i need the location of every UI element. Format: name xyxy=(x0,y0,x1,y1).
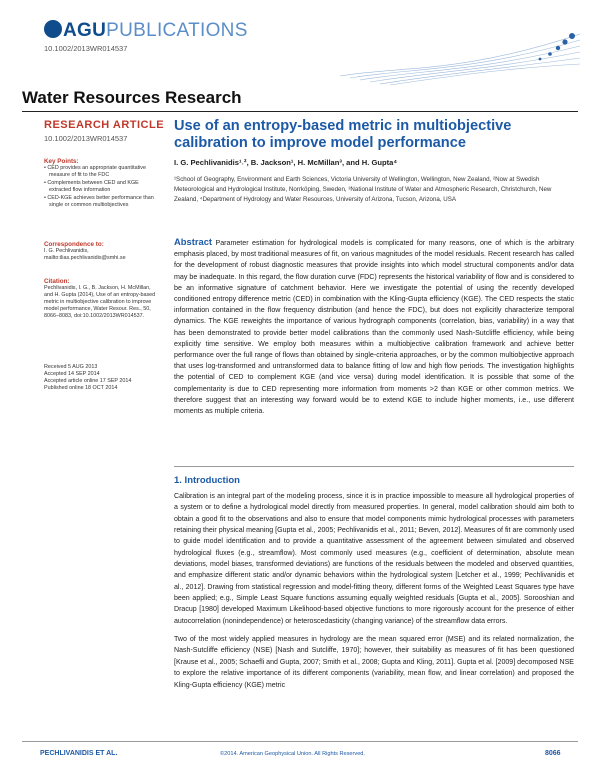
date-accepted-online: Accepted article online 17 SEP 2014 xyxy=(44,378,132,384)
correspondence-heading: Correspondence to: xyxy=(44,241,104,248)
header-divider xyxy=(22,111,578,112)
logo-publications: PUBLICATIONS xyxy=(106,20,248,41)
key-point: • CED provides an appropriate quantitative measure of fit to the FDC xyxy=(44,165,146,178)
section-divider xyxy=(174,466,574,467)
abstract-label: Abstract xyxy=(174,236,213,247)
date-accepted: Accepted 14 SEP 2014 xyxy=(44,371,100,377)
section-heading-introduction: 1. Introduction xyxy=(174,475,240,486)
article-doi[interactable]: 10.1002/2013WR014537 xyxy=(44,134,128,143)
agu-publications-logo[interactable] xyxy=(44,20,248,42)
paragraph: Calibration is an integral part of the modeling process, since it is in practice impossible to measure all hydrological properties of a system or to define a hydrological model directly from measured properties. In general, model calibration should aim both to obtain a good fit to the observations and also to ensure that model components mimic hydrological processes with parameters retaining their physical meaning [Gupta et al., 2005; Pechlivanidis et al., 2011; Beven, 2012]. Measures of fit are commonly used to guide model identification and to provide a quantitative assessment of the agreement between simulated and observed hydrological fluxes (e.g., streamflow). Most commonly used measures (e.g., coefficient of determination, absolute mean deviations, model biases, transformed deviations) are functions of the residuals between the modeled and observed quantities, and emphasize different static and/or dynamic behaviors within the hydrological system [Letcher et al., 1999; Pechlivanidis et al., 2012]. Drawing from statistical regression and model-fitting theory, different forms of the Weighted Least Squares type have been applied; e.g., Simple Least Square functions assuming equally weighted residuals [Gupta et al., 2005]. Sorooshian and Dracup [1980] developed Maximum Likelihood-based objective functions to more rigorously account for the presence of either autocorrelation (nonindependence) or heteroscedasticity (changing variance) of the streamflow data errors. xyxy=(174,493,574,625)
date-received: Received 5 AUG 2013 xyxy=(44,364,98,370)
page-number: 8066 xyxy=(545,750,561,757)
citation-text: Pechlivanidis, I. G., B. Jackson, H. McMillan, and H. Gupta (2014), Use of an entropy-based metric in multiobjective calibration to improve model performance, Water Resour. Res., 50, 8066–8083, doi:10.1002/2013WR014537. xyxy=(44,285,156,319)
footer-divider xyxy=(22,741,578,742)
logo-agu: AGU xyxy=(63,20,107,41)
journal-name[interactable]: Water Resources Research xyxy=(22,88,242,107)
key-points-list xyxy=(44,165,159,209)
footer-authors: PECHLIVANIDIS ET AL. xyxy=(40,750,118,757)
introduction-body xyxy=(174,491,574,698)
paragraph: Two of the most widely applied measures in hydrology are the mean squared error (MSE) and its related normalization, the Nash-Sutcliffe efficiency (NSE) [Nash and Sutcliffe, 1970]; however, their suitability as measures of fit has been questioned [Krause et al., 2005; Schaefli and Gupta, 2007; Smith et al., 2008; Gupta and Kling, 2011]. Gupta et al. [2009] decomposed NSE to explore the relative importance of its different components (variability, mean flow, and linear correlation) and proposed the Kling-Gupta efficiency (KGE) metric xyxy=(174,636,574,689)
header-doi: 10.1002/2013WR014537 xyxy=(44,44,128,53)
abstract xyxy=(174,236,574,417)
article-dates xyxy=(44,364,159,392)
correspondence xyxy=(44,241,159,262)
article-type: RESEARCH ARTICLE xyxy=(44,119,165,131)
date-published: Published online 18 OCT 2014 xyxy=(44,385,118,391)
key-points xyxy=(44,158,159,210)
correspondence-name: I. G. Pechlivanidis, xyxy=(44,248,89,254)
decorative-wave-graphic xyxy=(340,26,580,86)
key-points-heading: Key Points: xyxy=(44,158,79,165)
citation xyxy=(44,278,159,320)
affiliations: ¹School of Geography, Environment and Earth Sciences, Victoria University of Wellington, Wellington, New Zealand, ²Now at Swedish Meteorological and Hydrological Institute, Norrköping, Sweden, ³National Institute of Water and Atmospheric Research, Christchurch, New Zealand, ⁴Department of Hydrology and Water Resources, University of Arizona, Tucson, Arizona, USA xyxy=(174,176,552,203)
footer-copyright: ©2014. American Geophysical Union. All Rights Reserved. xyxy=(220,751,365,757)
abstract-text: Parameter estimation for hydrological models is complicated for many reasons, one of which is the arbitrary emphasis placed, by most traditional measures of fit, on various magnitudes of the model residuals. Recent research has called for the development of robust diagnostic measures that provide insights into which model structural components and/or data may be inadequate. In this regard, the flow duration curve (FDC) represents the historical variability of flow and is considered to be an informative signature of catchment behavior. Here we investigate the potential of using the recently developed conditioned entropy difference metric (CED) in combination with the Kling-Gupta efficiency (KGE). The CED respects the static information contained in the flow frequency distribution (and hence the FDC), but does not explicitly characterize temporal dynamics. The KGE reweights the importance of various hydrograph components (correlation, bias, variability) in a way that has been demonstrated to provide better model calibrations than the commonly used Nash-Sutcliffe efficiency, while being explicitly time sensitive. We employ both measures within a multiobjective calibration framework and achieve better performance over the full range of flows than obtained by single-criteria approaches, or by the common multiobjective approach that uses log-transformed and untransformed data to balance fitting of low and high flow periods. The investigation highlights the potential of CED to complement KGE (and vice versa) during model identification. It is possible that some of the complementarity is due to CED representing more information from moments >2 than KGE or other common metrics. We therefore suggest that an interesting way forward would be to extend KGE to include higher moments, i.e., use different moments as multiple criteria. xyxy=(174,239,574,416)
article-authors: I. G. Pechlivanidis¹˒², B. Jackson¹, H. McMillan³, and H. Gupta⁴ xyxy=(174,158,398,167)
key-point: • CED-KGE achieves better performance than single or common multiobjectives xyxy=(44,195,154,208)
agu-globe-icon xyxy=(44,20,62,38)
article-title: Use of an entropy-based metric in multiobjective calibration to improve model performance xyxy=(174,118,512,151)
correspondence-email[interactable]: mailto:ilias.pechlivanidis@smhi.se xyxy=(44,255,126,261)
key-point: • Complements between CED and KGE extracted flow information xyxy=(44,180,139,193)
citation-heading: Citation: xyxy=(44,278,70,285)
